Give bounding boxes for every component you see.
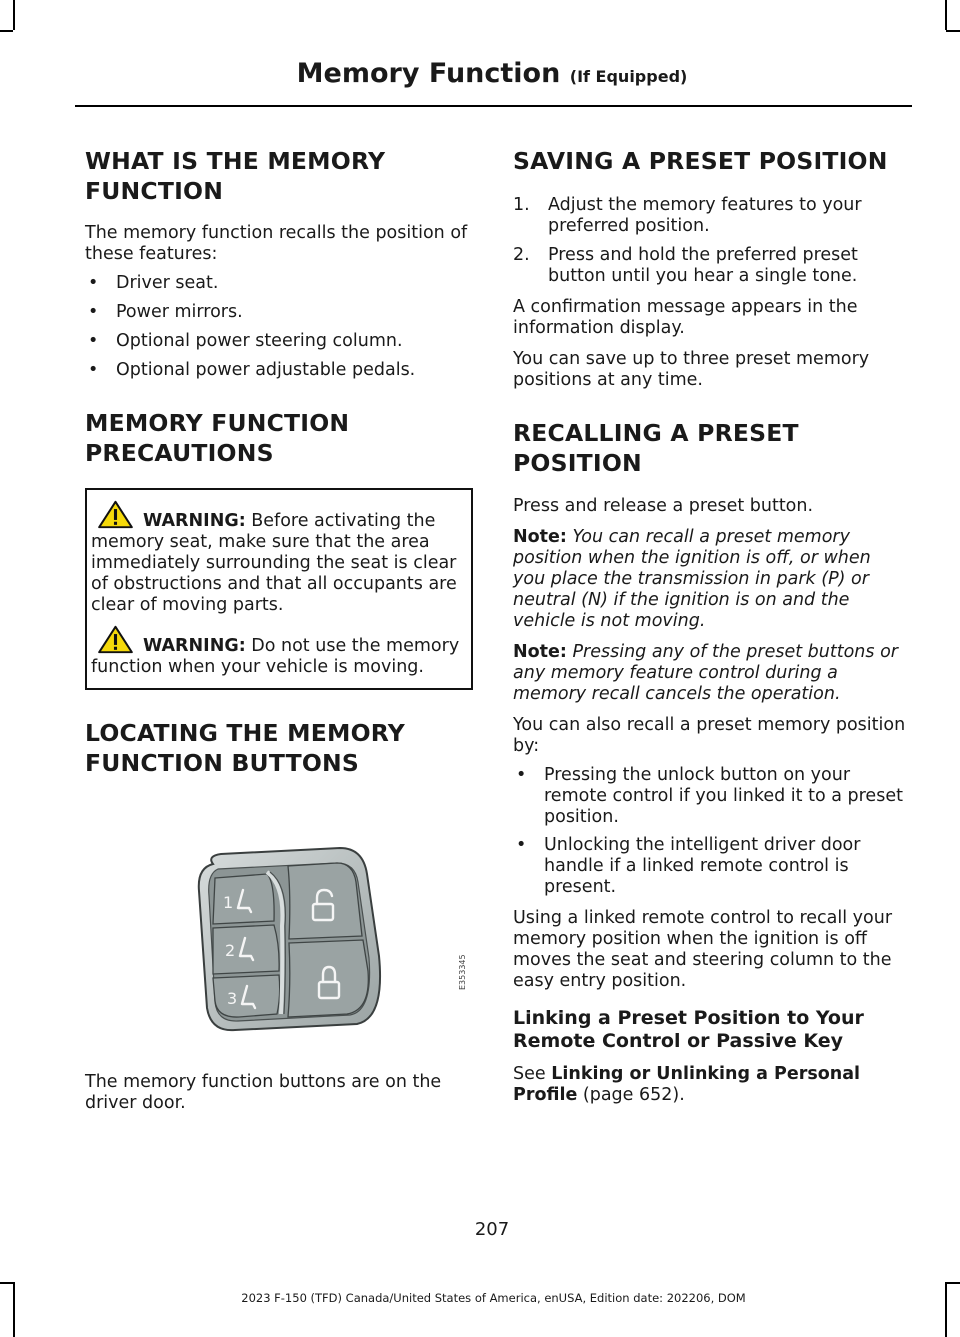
- memory-button-1-label: 1: [223, 893, 234, 912]
- save-limit-text: You can save up to three preset memory positions at any time.: [513, 349, 870, 390]
- memory-button-2-label: 2: [225, 941, 236, 960]
- footer-edition: 2023 F-150 (TFD) Canada/United States of America, enUSA, Edition date: 202206, DOM: [241, 1291, 746, 1305]
- warning-triangle-icon: [97, 500, 134, 529]
- crop-mark: [0, 1282, 13, 1284]
- page-header: [0, 58, 960, 89]
- crop-mark: [946, 30, 960, 32]
- precautions-heading: MEMORY FUNCTION PRECAUTIONS: [85, 409, 350, 467]
- also-list: [513, 765, 908, 898]
- recalling-heading: RECALLING A PRESET POSITION: [513, 419, 799, 477]
- crop-mark: [945, 0, 947, 30]
- header-rule: [75, 105, 912, 107]
- what-heading: WHAT IS THE MEMORY FUNCTION: [85, 147, 386, 205]
- cross-reference-link[interactable]: Linking or Unlinking a Personal Profile: [513, 1064, 861, 1105]
- crop-mark: [0, 30, 13, 32]
- see-reference: See Linking or Unlinking a Personal Profile (page 652).: [513, 1064, 861, 1105]
- linked-text: Using a linked remote control to recall your memory position when the ignition is off moves the seat and steering column to the easy entry position.: [513, 908, 893, 991]
- warning-2: WARNING: Do not use the memory function when your vehicle is moving.: [91, 625, 465, 678]
- header-title: Memory Function: [296, 58, 561, 89]
- list-item: • Optional power steering column.: [85, 331, 473, 352]
- page-number: 207: [474, 1219, 510, 1240]
- list-item: 1. Adjust the memory features to your preferred position.: [513, 195, 862, 236]
- list-item: 2. Press and hold the preferred preset button until you hear a single tone.: [513, 245, 858, 286]
- recall-text: Press and release a preset button.: [513, 496, 814, 516]
- linking-heading: Linking a Preset Position to Your Remote Control or Passive Key: [513, 1007, 864, 1052]
- warning-box: [85, 488, 473, 690]
- crop-mark: [946, 1282, 960, 1284]
- crop-mark: [13, 0, 15, 30]
- warning-triangle-icon: [97, 625, 134, 654]
- door-memory-buttons-image: [85, 786, 473, 1051]
- warning-1: WARNING: Before activating the memory seat, make sure that the area immediately surrounding the seat is clear of obstructions and that all occupants are clear of moving parts.: [91, 500, 465, 616]
- memory-buttons-illustration: [85, 786, 473, 1051]
- locating-text: The memory function buttons are on the driver door.: [85, 1072, 442, 1113]
- list-item: • Pressing the unlock button on your remote control if you linked it to a preset position.: [513, 765, 908, 828]
- list-item: • Power mirrors.: [85, 302, 473, 323]
- right-column: [513, 140, 908, 1106]
- locating-heading: LOCATING THE MEMORY FUNCTION BUTTONS: [85, 719, 405, 777]
- saving-steps: [513, 195, 908, 287]
- list-item: • Unlocking the intelligent driver door handle if a linked remote control is present.: [513, 835, 908, 898]
- image-code: E353345: [458, 954, 467, 990]
- list-item: • Driver seat.: [85, 273, 473, 294]
- note-1: Note: You can recall a preset memory position when the ignition is off, or when you place the transmission in park (P) or neutral (N) if the ignition is on and the vehicle is not moving.: [513, 527, 871, 631]
- features-list: [85, 273, 473, 381]
- left-column: [85, 140, 473, 1114]
- confirm-text: A confirmation message appears in the information display.: [513, 297, 858, 338]
- note-2: Note: Pressing any of the preset buttons or any memory feature control during a memory recall cancels the operation.: [513, 642, 898, 704]
- saving-heading: SAVING A PRESET POSITION: [513, 147, 888, 175]
- memory-button-3-label: 3: [227, 989, 238, 1008]
- header-subtitle: (If Equipped): [569, 67, 688, 86]
- also-text: You can also recall a preset memory position by:: [513, 715, 906, 756]
- what-intro: The memory function recalls the position of these features:: [85, 223, 468, 264]
- list-item: • Optional power adjustable pedals.: [85, 360, 473, 381]
